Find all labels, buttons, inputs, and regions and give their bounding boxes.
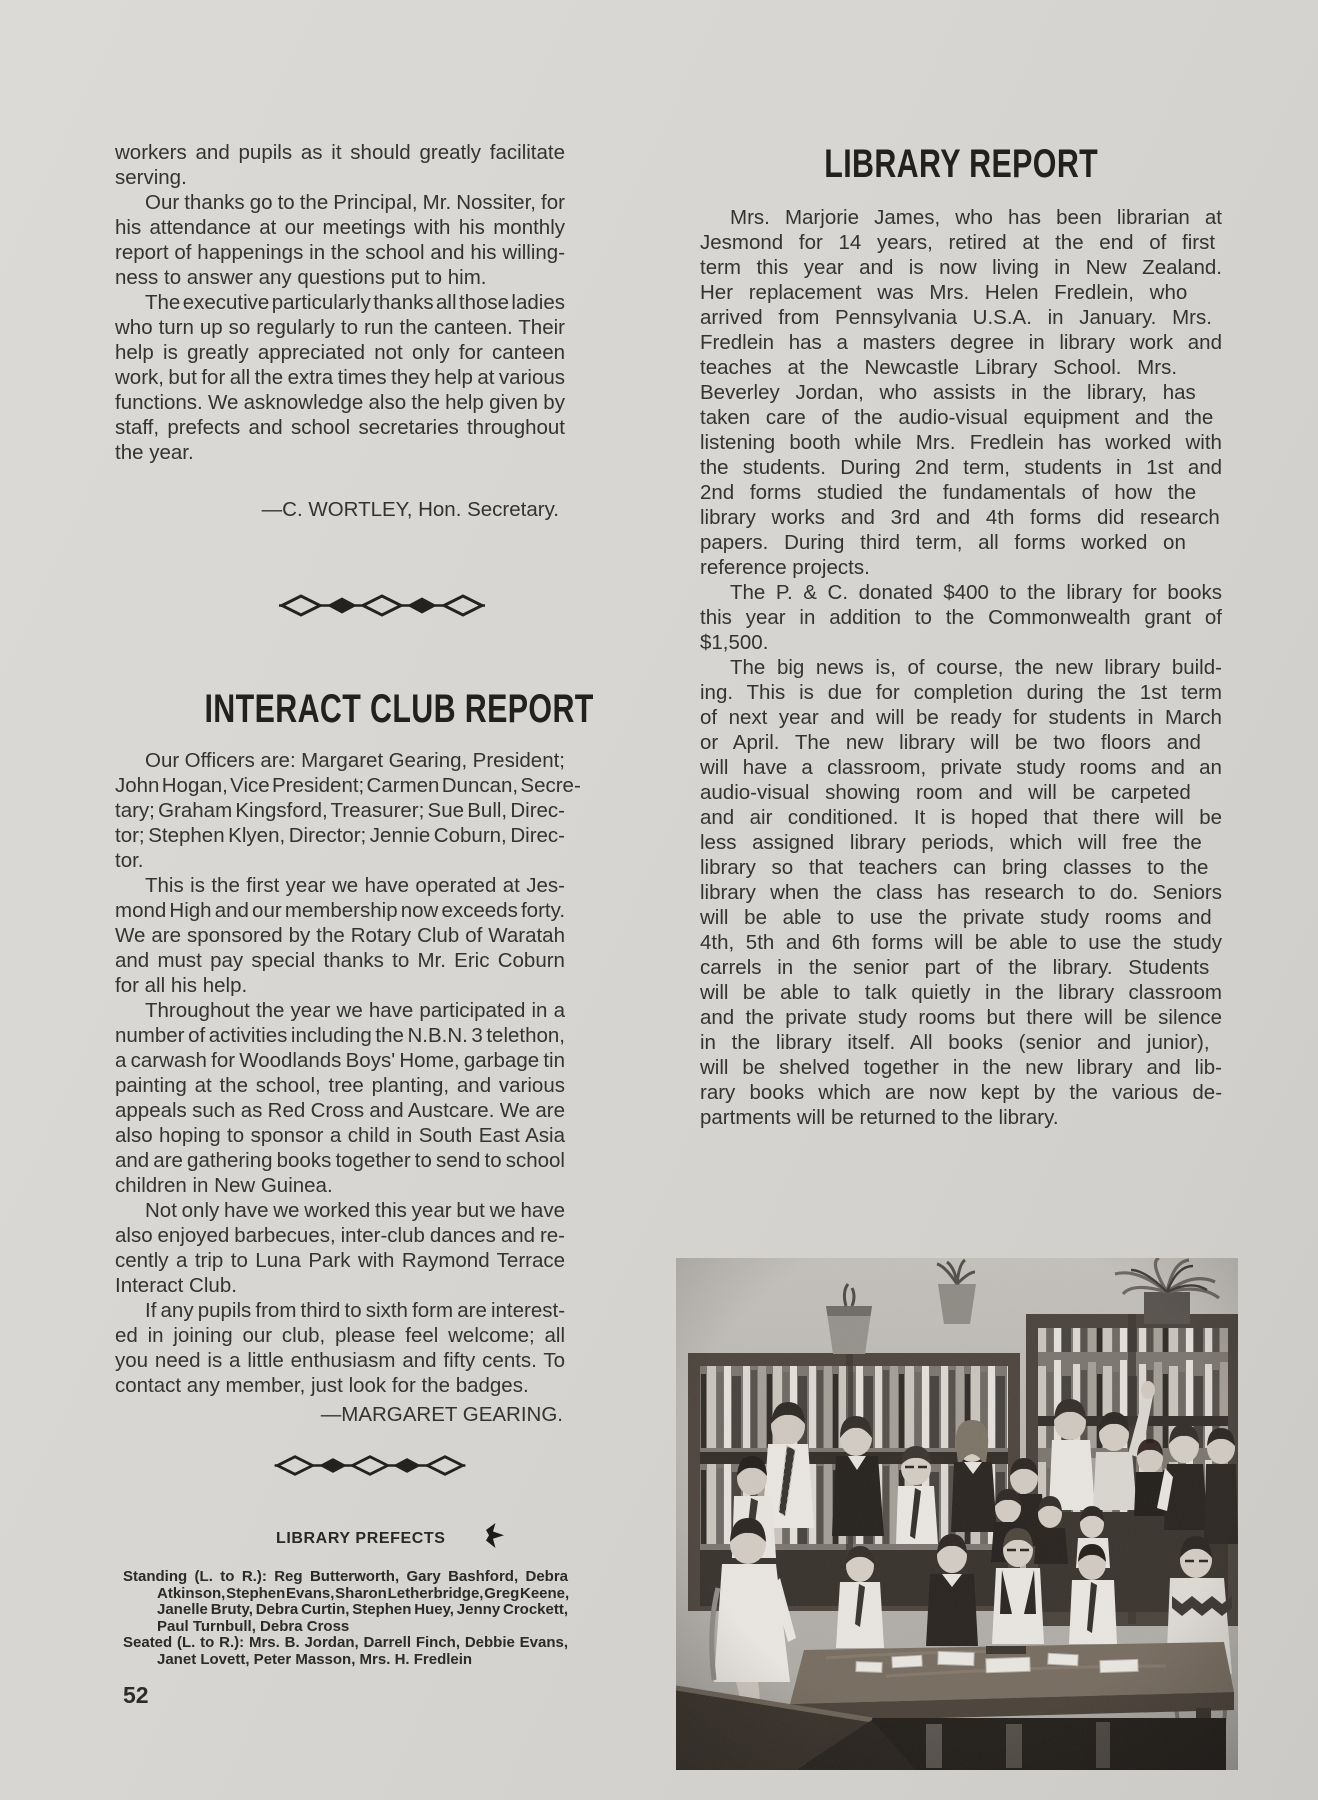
text-line: Throughout the year we have participated in a [145,999,565,1022]
text-line: rary books which are now kept by the various de- [700,1081,1223,1104]
text-line: mond High and our membership now exceeds forty. [115,899,566,922]
text-line: functions. We asknowledge also the help given by [115,391,565,414]
text-line: less assigned library periods, which will free the [700,831,1202,854]
text-line: 4th, 5th and 6th forms will be able to use the study [700,931,1222,954]
library-report-heading: LIBRARY REPORT [824,142,1098,186]
text-line: arrived from Pennsylvania U.S.A. in January. Mrs. [700,306,1212,329]
text-line: of next year and will be ready for students in March [700,706,1222,729]
text-line: Our Officers are: Margaret Gearing, President; [145,749,565,772]
text-line: tor; Stephen Klyen, Director; Jennie Coburn, Direc- [115,824,566,847]
text-line: reference projects. [700,556,870,579]
text-line: Interact Club. [115,1274,237,1297]
text-line: tary; Graham Kingsford, Treasurer; Sue Bull, Direc- [115,799,566,822]
text-line: The P. & C. donated $400 to the library for books [730,581,1223,604]
text-line: and the private study rooms but there will be silence [700,1006,1222,1029]
text-line: The big news is, of course, the new library build- [730,656,1222,679]
text-line: Her replacement was Mrs. Helen Fredlein, who [700,281,1188,304]
text-line: report of happenings in the school and his willing- [115,241,566,264]
text-line: library so that teachers can bring classes to the [700,856,1209,879]
photo-caption-title-row [165,1523,615,1555]
text-line: the year. [115,441,194,464]
text-line: If any pupils from third to sixth form are interest- [145,1299,566,1322]
interact-club-heading: INTERACT CLUB REPORT [204,687,594,731]
text-line: will have a classroom, private study rooms and an [700,756,1222,779]
text-line: Atkinson, Stephen Evans, Sharon Letherbridge, Greg Keene, [157,1584,570,1602]
text-line: contact any member, just look for the badges. [115,1374,529,1397]
text-line: ed in joining our club, please feel welcome; all [115,1324,566,1347]
text-line: number of activities including the N.B.N. 3 telethon, [115,1024,566,1047]
text-line: library when the class has research to do. Seniors [700,881,1222,904]
diamond-divider-icon [145,1453,595,1483]
text-line: and are gathering books together to send to school [115,1149,565,1172]
text-line: children in New Guinea. [115,1174,333,1197]
text-line: painting at the school, tree planting, and various [115,1074,565,1097]
text-line: Standing (L. to R.): Reg Butterworth, Gary Bashford, Debra [123,1568,569,1585]
right-column [700,142,1222,1130]
right-arrow-icon [486,1523,504,1555]
text-line: library works and 3rd and 4th forms did research [700,506,1220,529]
text-line: carrels in the senior part of the library. Students [700,956,1210,979]
text-line: Beverley Jordan, who assists in the library, has [700,381,1196,404]
text-line: work, but for all the extra times they help at various [115,366,566,389]
text-line: staff, prefects and school secretaries throughout [115,416,566,439]
text-line: will be able to talk quietly in the library classroom [700,981,1222,1004]
text-line: you need is a little enthusiasm and fifty cents. To [115,1349,566,1372]
text-line: This is the first year we have operated at Jes- [145,874,565,897]
text-line: Mrs. Marjorie James, who has been librarian at [730,206,1222,229]
text-line: and air conditioned. It is hoped that there will be [700,806,1223,829]
text-line: We are sponsored by the Rotary Club of Waratah [115,924,565,947]
text-line: teaches at the Newcastle Library School. Mrs. [700,356,1178,379]
text-line: Not only have we worked this year but we have [145,1199,565,1222]
library-prefects-photo [676,1258,1238,1770]
text-line: partments will be returned to the library. [700,1106,1059,1129]
canteen-signature: —C. WORTLEY, Hon. Secretary. [261,498,559,521]
text-line: cently a trip to Luna Park with Raymond Terrace [115,1249,566,1272]
photo-caption-text [123,1569,568,1668]
text-line: term this year and is now living in New Zealand. [700,256,1222,279]
text-line: help is greatly appreciated not only for canteen [115,341,565,364]
text-line: Fredlein has a masters degree in library work and [700,331,1222,354]
text-line: a carwash for Woodlands Boys' Home, garbage tin [115,1049,565,1072]
text-line: ness to answer any questions put to him. [115,266,487,289]
text-line: in the library itself. All books (senior and junior), [700,1031,1210,1054]
interact-club-text [115,748,581,1398]
library-report-text [700,205,1222,1130]
text-line: his attendance at our meetings with his monthly [115,216,566,239]
diamond-divider-icon [157,592,607,624]
text-line: and must pay special thanks to Mr. Eric Coburn [115,949,565,972]
text-line: serving. [115,166,187,189]
text-line: Our thanks go to the Principal, Mr. Nossiter, for [145,191,565,214]
text-line: workers and pupils as it should greatly facilitate [115,141,565,164]
text-line: Jesmond for 14 years, retired at the end of first [700,231,1216,254]
text-line: Paul Turnbull, Debra Cross [157,1617,350,1635]
text-line: Janet Lovett, Peter Masson, Mrs. H. Fredlein [157,1650,473,1668]
text-line: $1,500. [700,631,769,654]
text-line: the students. During 2nd term, students in 1st and [700,456,1223,479]
text-line: audio-visual showing room and will be carpeted [700,781,1191,804]
page-number: 52 [123,1682,149,1708]
text-line: The executive particularly thanks all those ladies [145,291,565,314]
text-line: Janelle Bruty, Debra Curtin, Stephen Huey, Jenny Crockett, [157,1601,569,1618]
text-line: also hoping to sponsor a child in South East Asia [115,1124,565,1147]
text-line: ing. This is due for completion during the 1st term [700,681,1223,704]
text-line: who turn up so regularly to run the canteen. Their [115,316,565,339]
text-line: this year in addition to the Commonwealth grant of [700,606,1222,629]
interact-signature: —MARGARET GEARING. [320,1403,563,1426]
text-line: taken care of the audio-visual equipment and the [700,406,1214,429]
text-line: will be able to use the private study rooms and [700,906,1212,929]
left-column [115,140,594,1709]
text-line: listening booth while Mrs. Fredlein has worked with [700,431,1222,454]
text-line: 2nd forms studied the fundamentals of how the [700,481,1197,504]
text-line: appeals such as Red Cross and Austcare. We are [115,1099,566,1122]
text-line: papers. During third term, all forms worked on [700,531,1186,554]
text-line: for all his help. [115,974,248,997]
text-line: tor. [115,849,144,872]
text-line: Seated (L. to R.): Mrs. B. Jordan, Darrell Finch, Debbie Evans, [123,1634,569,1651]
text-line: also enjoyed barbecues, inter-club dances and re- [115,1224,566,1247]
photo-caption-title: LIBRARY PREFECTS [275,1530,446,1547]
canteen-report-text [115,140,565,465]
text-line: or April. The new library will be two floors and [700,731,1201,754]
text-line: will be shelved together in the new library and lib- [700,1056,1222,1079]
text-line: John Hogan, Vice President; Carmen Duncan, Secre- [115,774,581,797]
